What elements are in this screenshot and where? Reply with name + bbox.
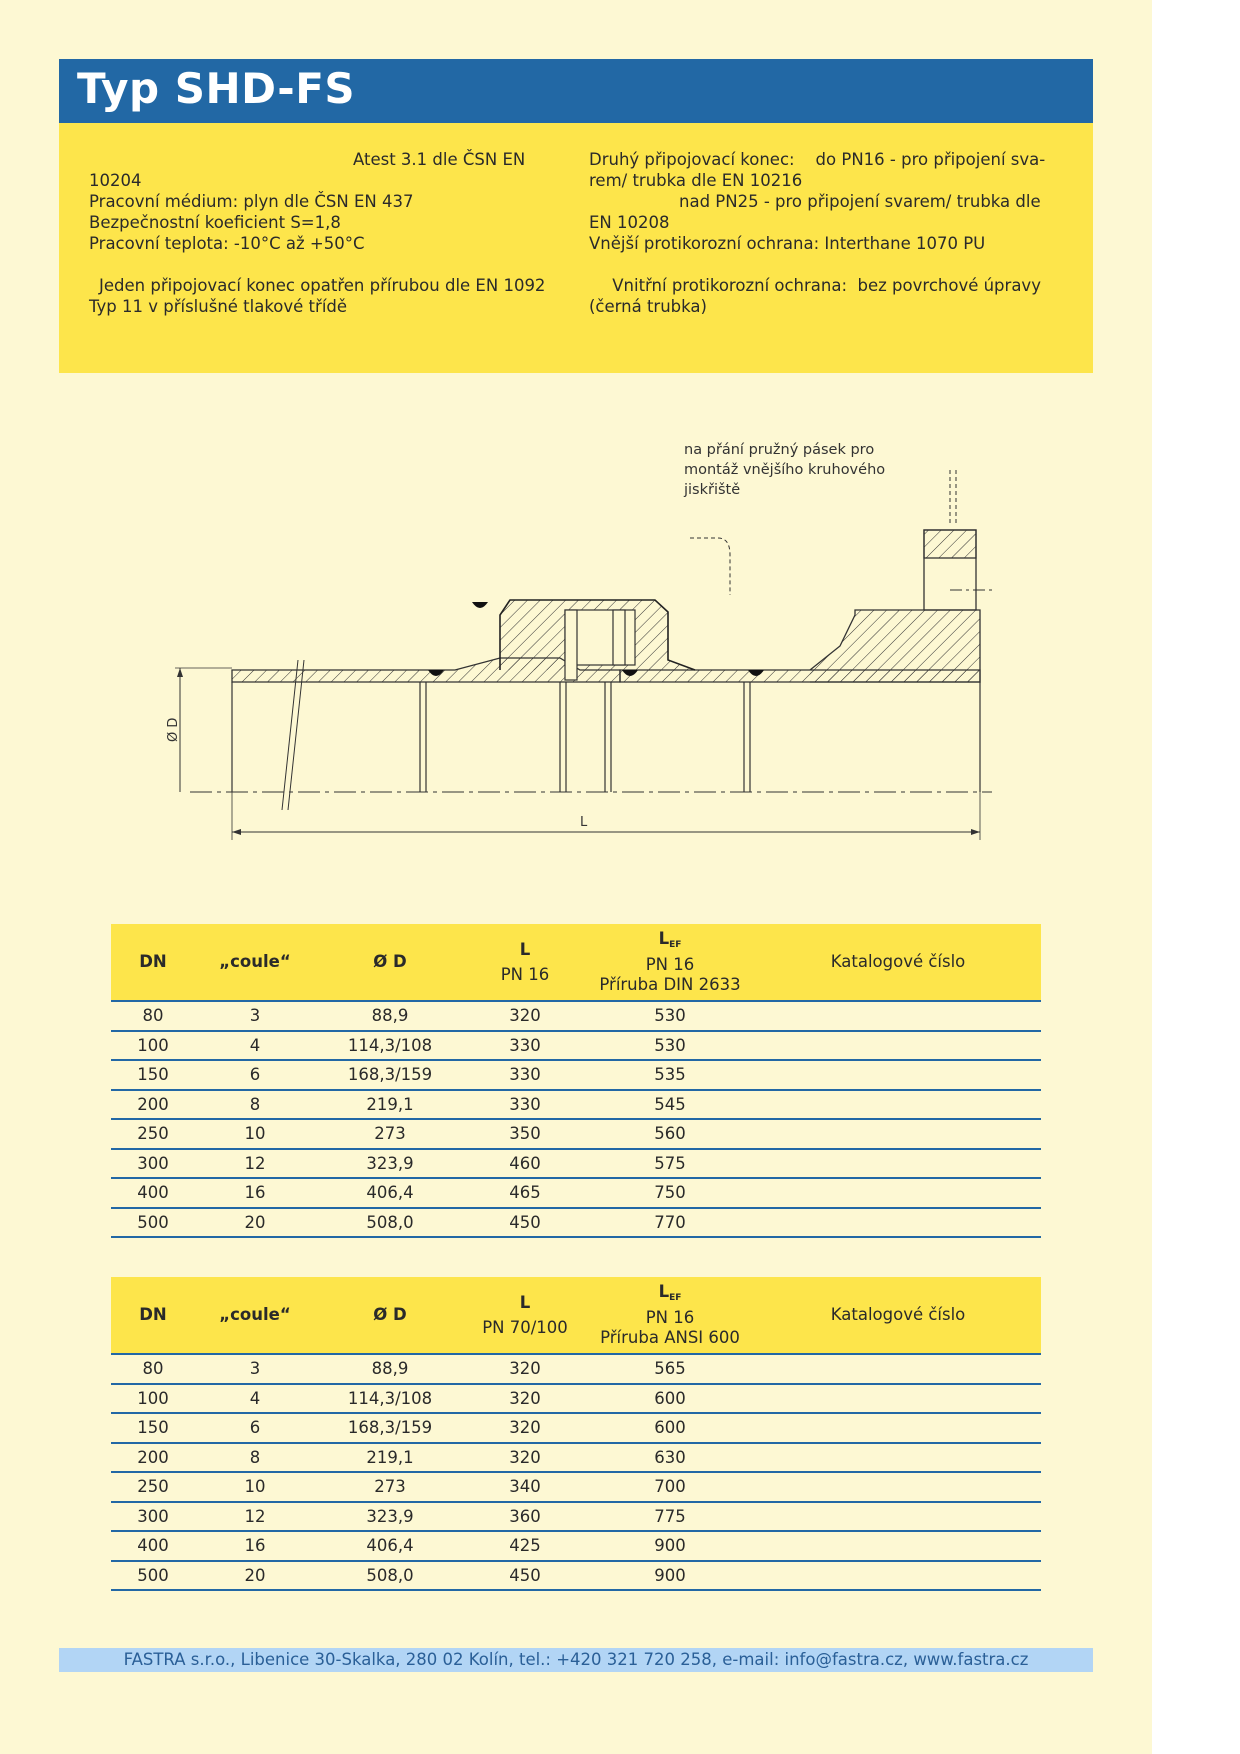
table-cell: 400 xyxy=(111,1178,195,1208)
table-cell: 100 xyxy=(111,1384,195,1414)
table-row xyxy=(111,1119,1041,1149)
info-line: nad PN25 - pro připojení svarem/ trubka dle xyxy=(679,192,1041,211)
table-row xyxy=(111,1561,1041,1591)
table-cell: 340 xyxy=(465,1472,585,1502)
header-lef: $L_{EF}$ PN 16 Příruba DIN 2633 xyxy=(585,924,755,1001)
table-cell: 250 xyxy=(111,1472,195,1502)
table-cell: 565 xyxy=(585,1354,755,1384)
drawing-note: na přání pružný pásek pro montáž vnějšího kruhového jiskřiště xyxy=(684,442,886,498)
info-box xyxy=(59,123,1093,373)
table-cell: 10 xyxy=(195,1472,315,1502)
table-cell xyxy=(755,1001,1041,1031)
table-cell: 400 xyxy=(111,1531,195,1561)
table-cell: 168,3/159 xyxy=(315,1060,465,1090)
table-cell: 20 xyxy=(195,1208,315,1238)
table-cell: 168,3/159 xyxy=(315,1413,465,1443)
table-cell xyxy=(755,1531,1041,1561)
info-line: Atest 3.1 dle ČSN EN xyxy=(353,150,526,169)
table-row xyxy=(111,1354,1041,1384)
table-cell: 500 xyxy=(111,1208,195,1238)
info-line: Pracovní teplota: -10°C až +50°C xyxy=(89,234,365,253)
table-cell: 350 xyxy=(465,1119,585,1149)
table-cell: 273 xyxy=(315,1472,465,1502)
table-cell: 320 xyxy=(465,1354,585,1384)
table-cell: 575 xyxy=(585,1149,755,1179)
table-cell: 6 xyxy=(195,1060,315,1090)
table-cell: 12 xyxy=(195,1502,315,1532)
table-row xyxy=(111,1031,1041,1061)
table-cell xyxy=(755,1060,1041,1090)
table-row xyxy=(111,1472,1041,1502)
table-cell: 360 xyxy=(465,1502,585,1532)
insert-block xyxy=(565,610,577,680)
weld-bead xyxy=(472,602,488,608)
table-cell: 900 xyxy=(585,1561,755,1591)
insert-block xyxy=(613,610,625,665)
dimension-l-label: L xyxy=(580,815,588,830)
table-cell: 200 xyxy=(111,1090,195,1120)
table-cell: 460 xyxy=(465,1149,585,1179)
table-cell: 530 xyxy=(585,1001,755,1031)
table-cell: 500 xyxy=(111,1561,195,1591)
header-coule: „coule“ xyxy=(195,1277,315,1354)
table-row xyxy=(111,1149,1041,1179)
table-cell xyxy=(755,1354,1041,1384)
info-left-column xyxy=(89,149,559,317)
table-cell: 114,3/108 xyxy=(315,1384,465,1414)
table-cell: 450 xyxy=(465,1208,585,1238)
table-cell: 775 xyxy=(585,1502,755,1532)
table-cell xyxy=(755,1561,1041,1591)
info-line: Pracovní médium: plyn dle ČSN EN 437 xyxy=(89,192,414,211)
table-cell: 80 xyxy=(111,1354,195,1384)
info-line: rem/ trubka dle EN 10216 xyxy=(589,171,803,190)
header-od: Ø D xyxy=(315,1277,465,1354)
table-cell xyxy=(755,1149,1041,1179)
table-cell: 219,1 xyxy=(315,1090,465,1120)
table-cell: 10 xyxy=(195,1119,315,1149)
table-row xyxy=(111,1001,1041,1031)
table-cell xyxy=(755,1443,1041,1473)
table-cell xyxy=(755,1119,1041,1149)
table-row xyxy=(111,1208,1041,1238)
table-cell: 20 xyxy=(195,1561,315,1591)
table-cell: 320 xyxy=(465,1443,585,1473)
table-cell: 770 xyxy=(585,1208,755,1238)
table-cell: 273 xyxy=(315,1119,465,1149)
table-cell: 4 xyxy=(195,1031,315,1061)
table-cell: 323,9 xyxy=(315,1502,465,1532)
table-cell: 3 xyxy=(195,1001,315,1031)
table-cell: 88,9 xyxy=(315,1354,465,1384)
table-cell: 330 xyxy=(465,1060,585,1090)
table-cell: 4 xyxy=(195,1384,315,1414)
table-cell: 323,9 xyxy=(315,1149,465,1179)
header-dn: DN xyxy=(111,1277,195,1354)
table-cell: 320 xyxy=(465,1001,585,1031)
table-cell: 560 xyxy=(585,1119,755,1149)
table-row xyxy=(111,1090,1041,1120)
table-cell: 450 xyxy=(465,1561,585,1591)
table-cell xyxy=(755,1208,1041,1238)
info-line: Bezpečnostní koeficient S=1,8 xyxy=(89,213,341,232)
info-line: Typ 11 v příslušné tlakové třídě xyxy=(89,297,348,316)
header-l: L PN 70/100 xyxy=(465,1277,585,1354)
header-coule: „coule“ xyxy=(195,924,315,1001)
dimension-d-label: Ø D xyxy=(166,717,181,742)
table-cell: 600 xyxy=(585,1413,755,1443)
table-row xyxy=(111,1384,1041,1414)
table-row xyxy=(111,1178,1041,1208)
table-cell: 750 xyxy=(585,1178,755,1208)
info-right-column xyxy=(589,149,1079,317)
header-dn: DN xyxy=(111,924,195,1001)
table-cell: 320 xyxy=(465,1384,585,1414)
table-cell: 900 xyxy=(585,1531,755,1561)
table-cell: 465 xyxy=(465,1178,585,1208)
table-cell: 200 xyxy=(111,1443,195,1473)
table-cell: 250 xyxy=(111,1119,195,1149)
table-cell: 219,1 xyxy=(315,1443,465,1473)
table-cell: 630 xyxy=(585,1443,755,1473)
table-row xyxy=(111,1502,1041,1532)
table-cell: 100 xyxy=(111,1031,195,1061)
info-line: Vnitřní protikorozní ochrana: bez povrchové úpravy xyxy=(607,276,1041,295)
table-cell xyxy=(755,1384,1041,1414)
table-cell: 150 xyxy=(111,1060,195,1090)
table-cell: 600 xyxy=(585,1384,755,1414)
table-cell: 425 xyxy=(465,1531,585,1561)
table-header-row xyxy=(111,924,1041,1001)
info-line: (černá trubka) xyxy=(589,297,707,316)
info-line: Jeden připojovací konec opatřen přírubou dle EN 1092 xyxy=(99,276,546,295)
title-bar xyxy=(59,59,1093,123)
table-cell: 535 xyxy=(585,1060,755,1090)
footer-contact: FASTRA s.r.o., Libenice 30-Skalka, 280 02 Kolín, tel.: +420 321 720 258, e-mail: info@fastra.cz, www.fastra.cz xyxy=(59,1648,1093,1672)
table-cell xyxy=(755,1413,1041,1443)
optional-band-outline xyxy=(690,538,730,595)
table-cell: 80 xyxy=(111,1001,195,1031)
info-line: Vnější protikorozní ochrana: Interthane 1070 PU xyxy=(589,234,986,253)
table-cell xyxy=(755,1031,1041,1061)
table-cell: 16 xyxy=(195,1531,315,1561)
table-row xyxy=(111,1443,1041,1473)
info-line: Druhý připojovací konec: do PN16 - pro připojení sva- xyxy=(589,150,1046,169)
table-cell: 406,4 xyxy=(315,1531,465,1561)
dimensions-table-pn16 xyxy=(111,924,1041,1238)
table-cell: 330 xyxy=(465,1031,585,1061)
table-cell: 8 xyxy=(195,1443,315,1473)
table-cell: 320 xyxy=(465,1413,585,1443)
table-cell: 6 xyxy=(195,1413,315,1443)
table-row xyxy=(111,1531,1041,1561)
table-cell: 300 xyxy=(111,1502,195,1532)
table-cell: 700 xyxy=(585,1472,755,1502)
header-lef: $L_{EF}$ PN 16 Příruba ANSI 600 xyxy=(585,1277,755,1354)
table-header-row xyxy=(111,1277,1041,1354)
table-cell xyxy=(755,1090,1041,1120)
table-cell: 508,0 xyxy=(315,1208,465,1238)
header-catalog: Katalogové číslo xyxy=(755,1277,1041,1354)
flange-ring-top xyxy=(924,530,976,558)
table-cell xyxy=(755,1178,1041,1208)
table-row xyxy=(111,1413,1041,1443)
table-cell: 406,4 xyxy=(315,1178,465,1208)
flange xyxy=(810,610,980,682)
table-cell: 8 xyxy=(195,1090,315,1120)
table-cell: 530 xyxy=(585,1031,755,1061)
info-line: EN 10208 xyxy=(589,213,670,232)
table-cell xyxy=(755,1502,1041,1532)
table-cell: 330 xyxy=(465,1090,585,1120)
table-cell: 3 xyxy=(195,1354,315,1384)
table-cell: 12 xyxy=(195,1149,315,1179)
table-cell: 150 xyxy=(111,1413,195,1443)
table-cell: 88,9 xyxy=(315,1001,465,1031)
table-row xyxy=(111,1060,1041,1090)
table-cell: 545 xyxy=(585,1090,755,1120)
header-l: L PN 16 xyxy=(465,924,585,1001)
table-cell xyxy=(755,1472,1041,1502)
table-cell: 16 xyxy=(195,1178,315,1208)
table-cell: 300 xyxy=(111,1149,195,1179)
page-title: Typ SHD-FS xyxy=(77,64,356,113)
header-catalog: Katalogové číslo xyxy=(755,924,1041,1001)
dimensions-table-pn70 xyxy=(111,1277,1041,1591)
table-cell: 508,0 xyxy=(315,1561,465,1591)
header-od: Ø D xyxy=(315,924,465,1001)
table-cell: 114,3/108 xyxy=(315,1031,465,1061)
info-line: 10204 xyxy=(89,171,142,190)
